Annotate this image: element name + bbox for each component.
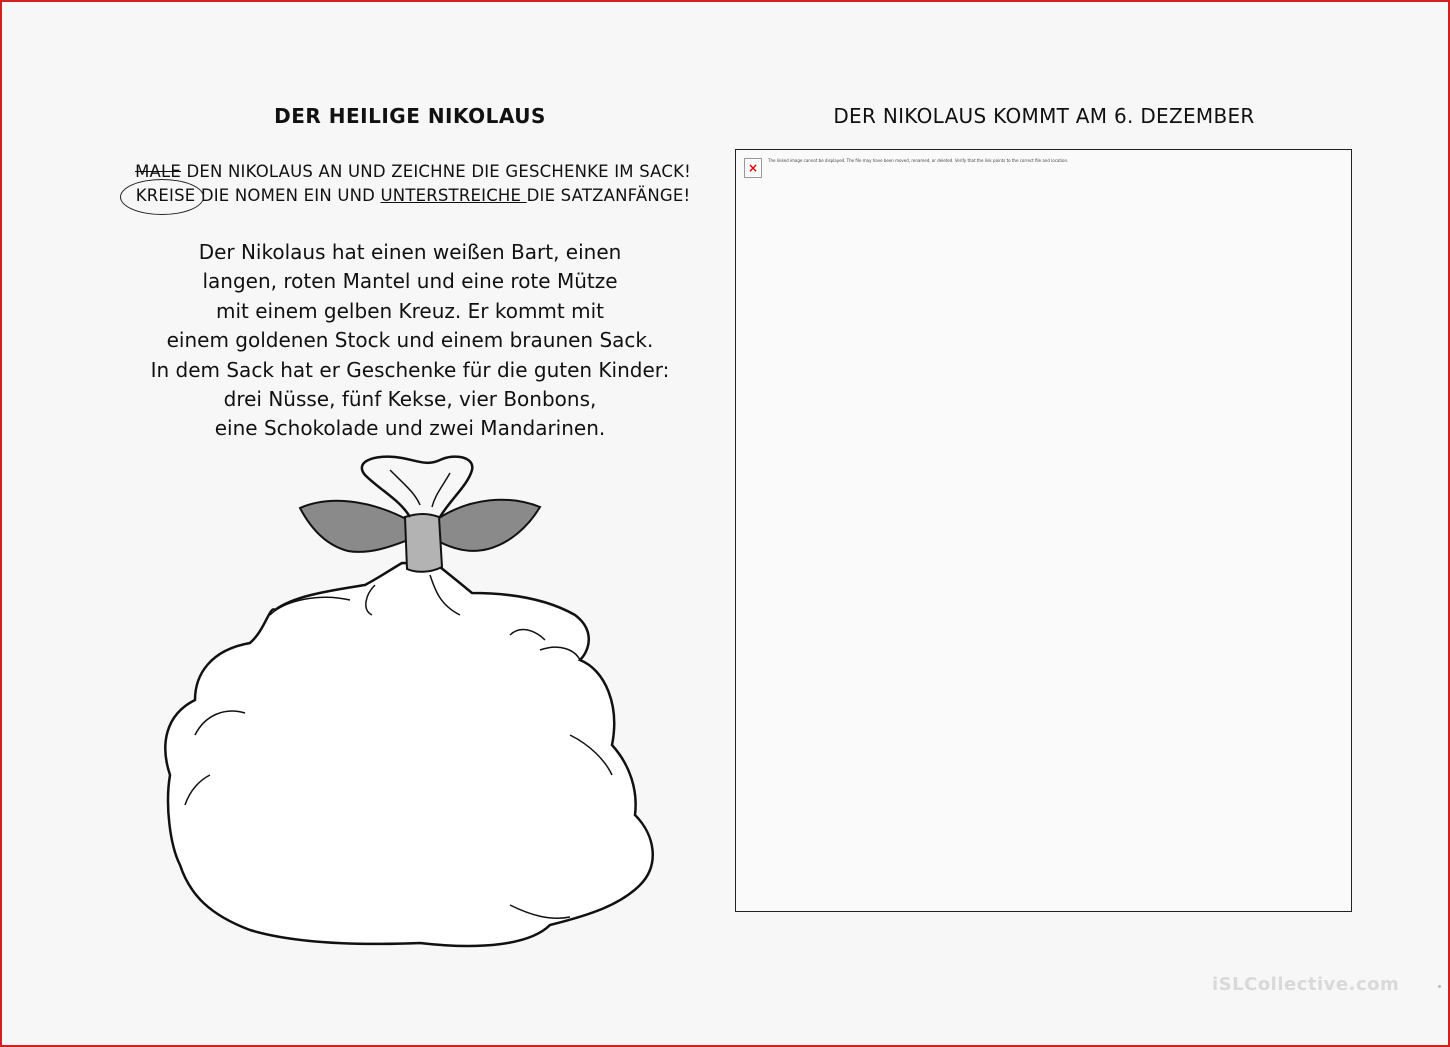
instruction-2-middle: DIE NOMEN EIN UND	[195, 186, 381, 205]
right-title: DER NIKOLAUS KOMMT AM 6. DEZEMBER	[833, 104, 1255, 128]
poem-text	[130, 238, 690, 444]
watermark: iSLCollective.com	[1212, 974, 1400, 995]
drawing-box	[735, 149, 1352, 912]
instruction-2-end: DIE SATZANFÄNGE!	[526, 186, 691, 205]
poem-line: eine Schokolade und zwei Mandarinen.	[214, 416, 606, 441]
sack-body	[165, 563, 652, 946]
underlined-word: UNTERSTREICHE	[380, 186, 527, 205]
poem-line: drei Nüsse, fünf Kekse, vier Bonbons,	[223, 387, 597, 412]
instruction-line-2	[108, 186, 718, 205]
left-title: DER HEILIGE NIKOLAUS	[274, 104, 546, 128]
struck-word: MALE	[135, 162, 182, 181]
broken-image-icon: ×	[744, 158, 762, 178]
instruction-line-1	[108, 162, 718, 181]
bow-knot	[405, 514, 442, 572]
broken-image-message: The linked image cannot be displayed. The file may have been moved, renamed, or deleted. Verify that the link points to the correct file and location.	[768, 158, 1069, 163]
poem-line: In dem Sack hat er Geschenke für die guten Kinder:	[150, 357, 670, 382]
poem-line: langen, roten Mantel und eine rote Mütze	[202, 269, 618, 294]
instruction-1-text: DEN NIKOLAUS AN UND ZEICHNE DIE GESCHENKE IM SACK!	[181, 162, 691, 181]
bow-right	[436, 500, 540, 551]
bow-left	[300, 501, 408, 552]
poem-line: Der Nikolaus hat einen weißen Bart, einen	[198, 240, 622, 264]
sack-illustration	[150, 445, 670, 955]
decorative-dot	[1438, 985, 1441, 988]
poem-line: mit einem gelben Kreuz. Er kommt mit	[216, 298, 604, 323]
circled-word: KREISE	[135, 186, 196, 205]
poem-line: einem goldenen Stock und einem braunen Sack.	[166, 328, 654, 353]
